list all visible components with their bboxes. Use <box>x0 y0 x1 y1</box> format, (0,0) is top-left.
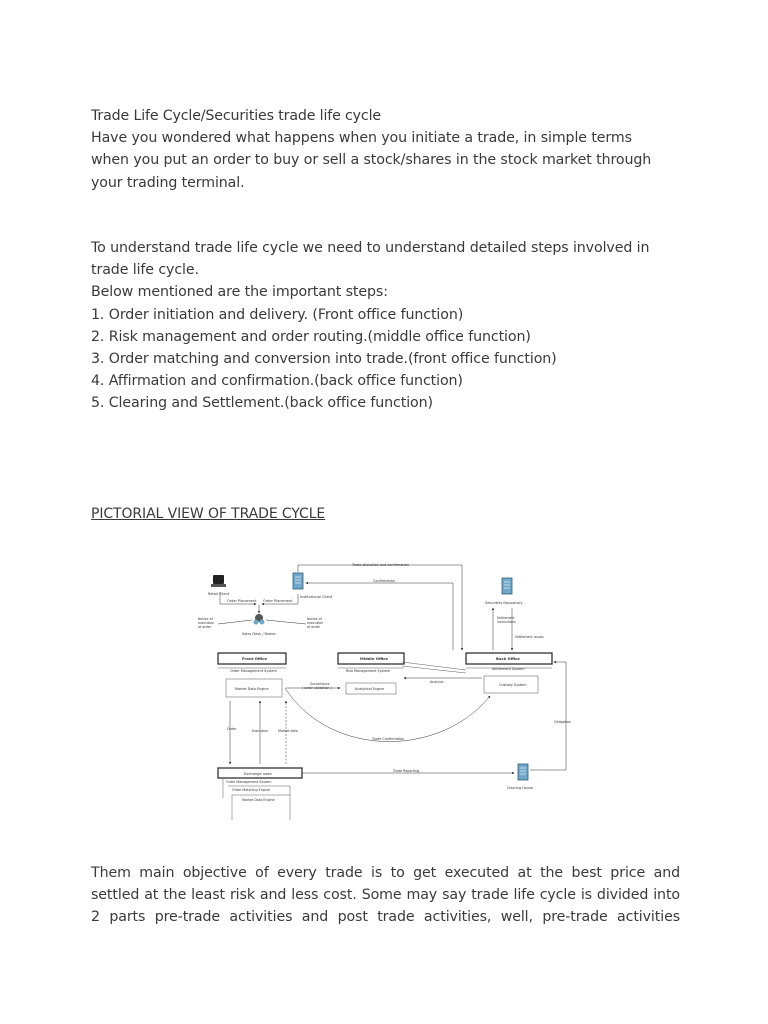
sales-desk-label: Sales Desk / Broker <box>242 632 276 636</box>
exchange-engine: Order Matching Engine <box>232 788 270 792</box>
trade-cycle-diagram <box>190 558 582 820</box>
clearing-house-server-icon <box>518 764 528 780</box>
middle-office-title: Middle Office <box>360 656 389 661</box>
order-placement-label: Order Placement <box>263 599 293 603</box>
middle-back-link <box>402 662 466 670</box>
closing-line: settled at the least risk and less cost. Some may say trade life cycle is divided into <box>91 887 680 904</box>
closing-line: 2 parts pre-trade activities and post trade activities, well, pre-trade activities <box>91 909 680 926</box>
closing-line: Them main objective of every trade is to get executed at the best price and <box>91 865 680 881</box>
notice-left-label: execution <box>198 621 215 625</box>
section-heading: PICTORIAL VIEW OF TRADE CYCLE <box>91 506 326 522</box>
exchange-system: Order Management System <box>226 780 272 784</box>
trade-reporting-label: Trade Reporting <box>393 769 420 773</box>
back-office-title: Back Office <box>496 656 520 661</box>
surveillance-label: ( order validation ) <box>302 686 332 690</box>
analysis-label: Analysis <box>430 680 444 684</box>
order-placement-label: Order Placement <box>227 599 257 603</box>
settlement-instructions-label: Settlement <box>497 616 515 620</box>
trade-confirmation-label: Trade Confirmation <box>372 737 405 741</box>
intro-line: your trading terminal. <box>91 174 245 191</box>
back-office-engine: Custody System <box>499 683 527 687</box>
steps-paragraph <box>91 237 691 415</box>
back-office-system: Settlement System <box>492 667 525 671</box>
confirmation-label: Confirmation <box>373 579 395 583</box>
document-title: Trade Life Cycle/Securities trade life cycle <box>91 108 381 124</box>
surveillance-label: Surveillance <box>310 682 330 686</box>
notice-right-label: of order <box>307 625 321 629</box>
trade-confirmation-curve <box>285 688 490 742</box>
notice-left-line <box>218 620 252 624</box>
middle-office-system: Risk Management System <box>346 669 391 673</box>
steps-intro-line: To understand trade life cycle we need to understand detailed steps involved in <box>91 240 650 256</box>
notice-left-label: Notice of <box>198 617 213 621</box>
front-office-title: Front Office <box>242 656 267 661</box>
middle-back-link <box>402 666 466 673</box>
securities-depository-label: Securities Depository <box>485 601 523 605</box>
closing-paragraph <box>91 862 680 929</box>
front-office-engine: Market Data Engine <box>235 687 269 691</box>
front-office-system: Order Management System <box>230 669 277 673</box>
settlement-instructions-label: instructions <box>497 620 516 624</box>
retail-client-icon <box>211 575 226 587</box>
exchange-feed: Market Data Engine <box>242 798 275 802</box>
notice-right-label: Notice of <box>307 617 322 621</box>
step-item: 2. Risk management and order routing.(middle office function) <box>91 328 531 345</box>
intro-line: when you put an order to buy or sell a stock/shares in the stock market through <box>91 152 652 169</box>
securities-depository-server-icon <box>502 578 512 594</box>
notice-right-line <box>266 620 306 624</box>
notice-right-label: execution <box>307 621 324 625</box>
obligation-label: Obligation <box>554 720 571 724</box>
step-item: 5. Clearing and Settlement.(back office function) <box>91 395 433 412</box>
steps-intro-line: Below mentioned are the important steps: <box>91 284 388 301</box>
notice-left-label: of order <box>198 625 212 629</box>
sales-desk-icon <box>254 614 265 625</box>
steps-intro-line: trade life cycle. <box>91 262 199 279</box>
execution-label: Execution <box>252 729 269 733</box>
order-label: Order <box>227 727 237 731</box>
step-item: 4. Affirmation and confirmation.(back office function) <box>91 373 463 390</box>
intro-paragraph <box>91 105 691 194</box>
institutional-client-label: Institutional Client <box>300 595 333 599</box>
clearing-house-label: Clearing House <box>507 786 533 790</box>
step-item: 1. Order initiation and delivery. (Front office function) <box>91 306 464 323</box>
exchange-title: Exchange node <box>244 772 272 776</box>
market-data-label: Market data <box>278 729 298 733</box>
settlement-issues-label: Settlement issues <box>515 635 544 639</box>
trade-allocation-label: Trade allocation and confirmation <box>352 563 409 567</box>
step-item: 3. Order matching and conversion into trade.(front office function) <box>91 351 557 368</box>
institutional-client-server-icon <box>293 573 303 589</box>
intro-line: Have you wondered what happens when you initiate a trade, in simple terms <box>91 130 632 147</box>
retail-client-label: Retail Client <box>208 592 230 596</box>
middle-office-engine: Analytical Engine <box>355 687 385 691</box>
